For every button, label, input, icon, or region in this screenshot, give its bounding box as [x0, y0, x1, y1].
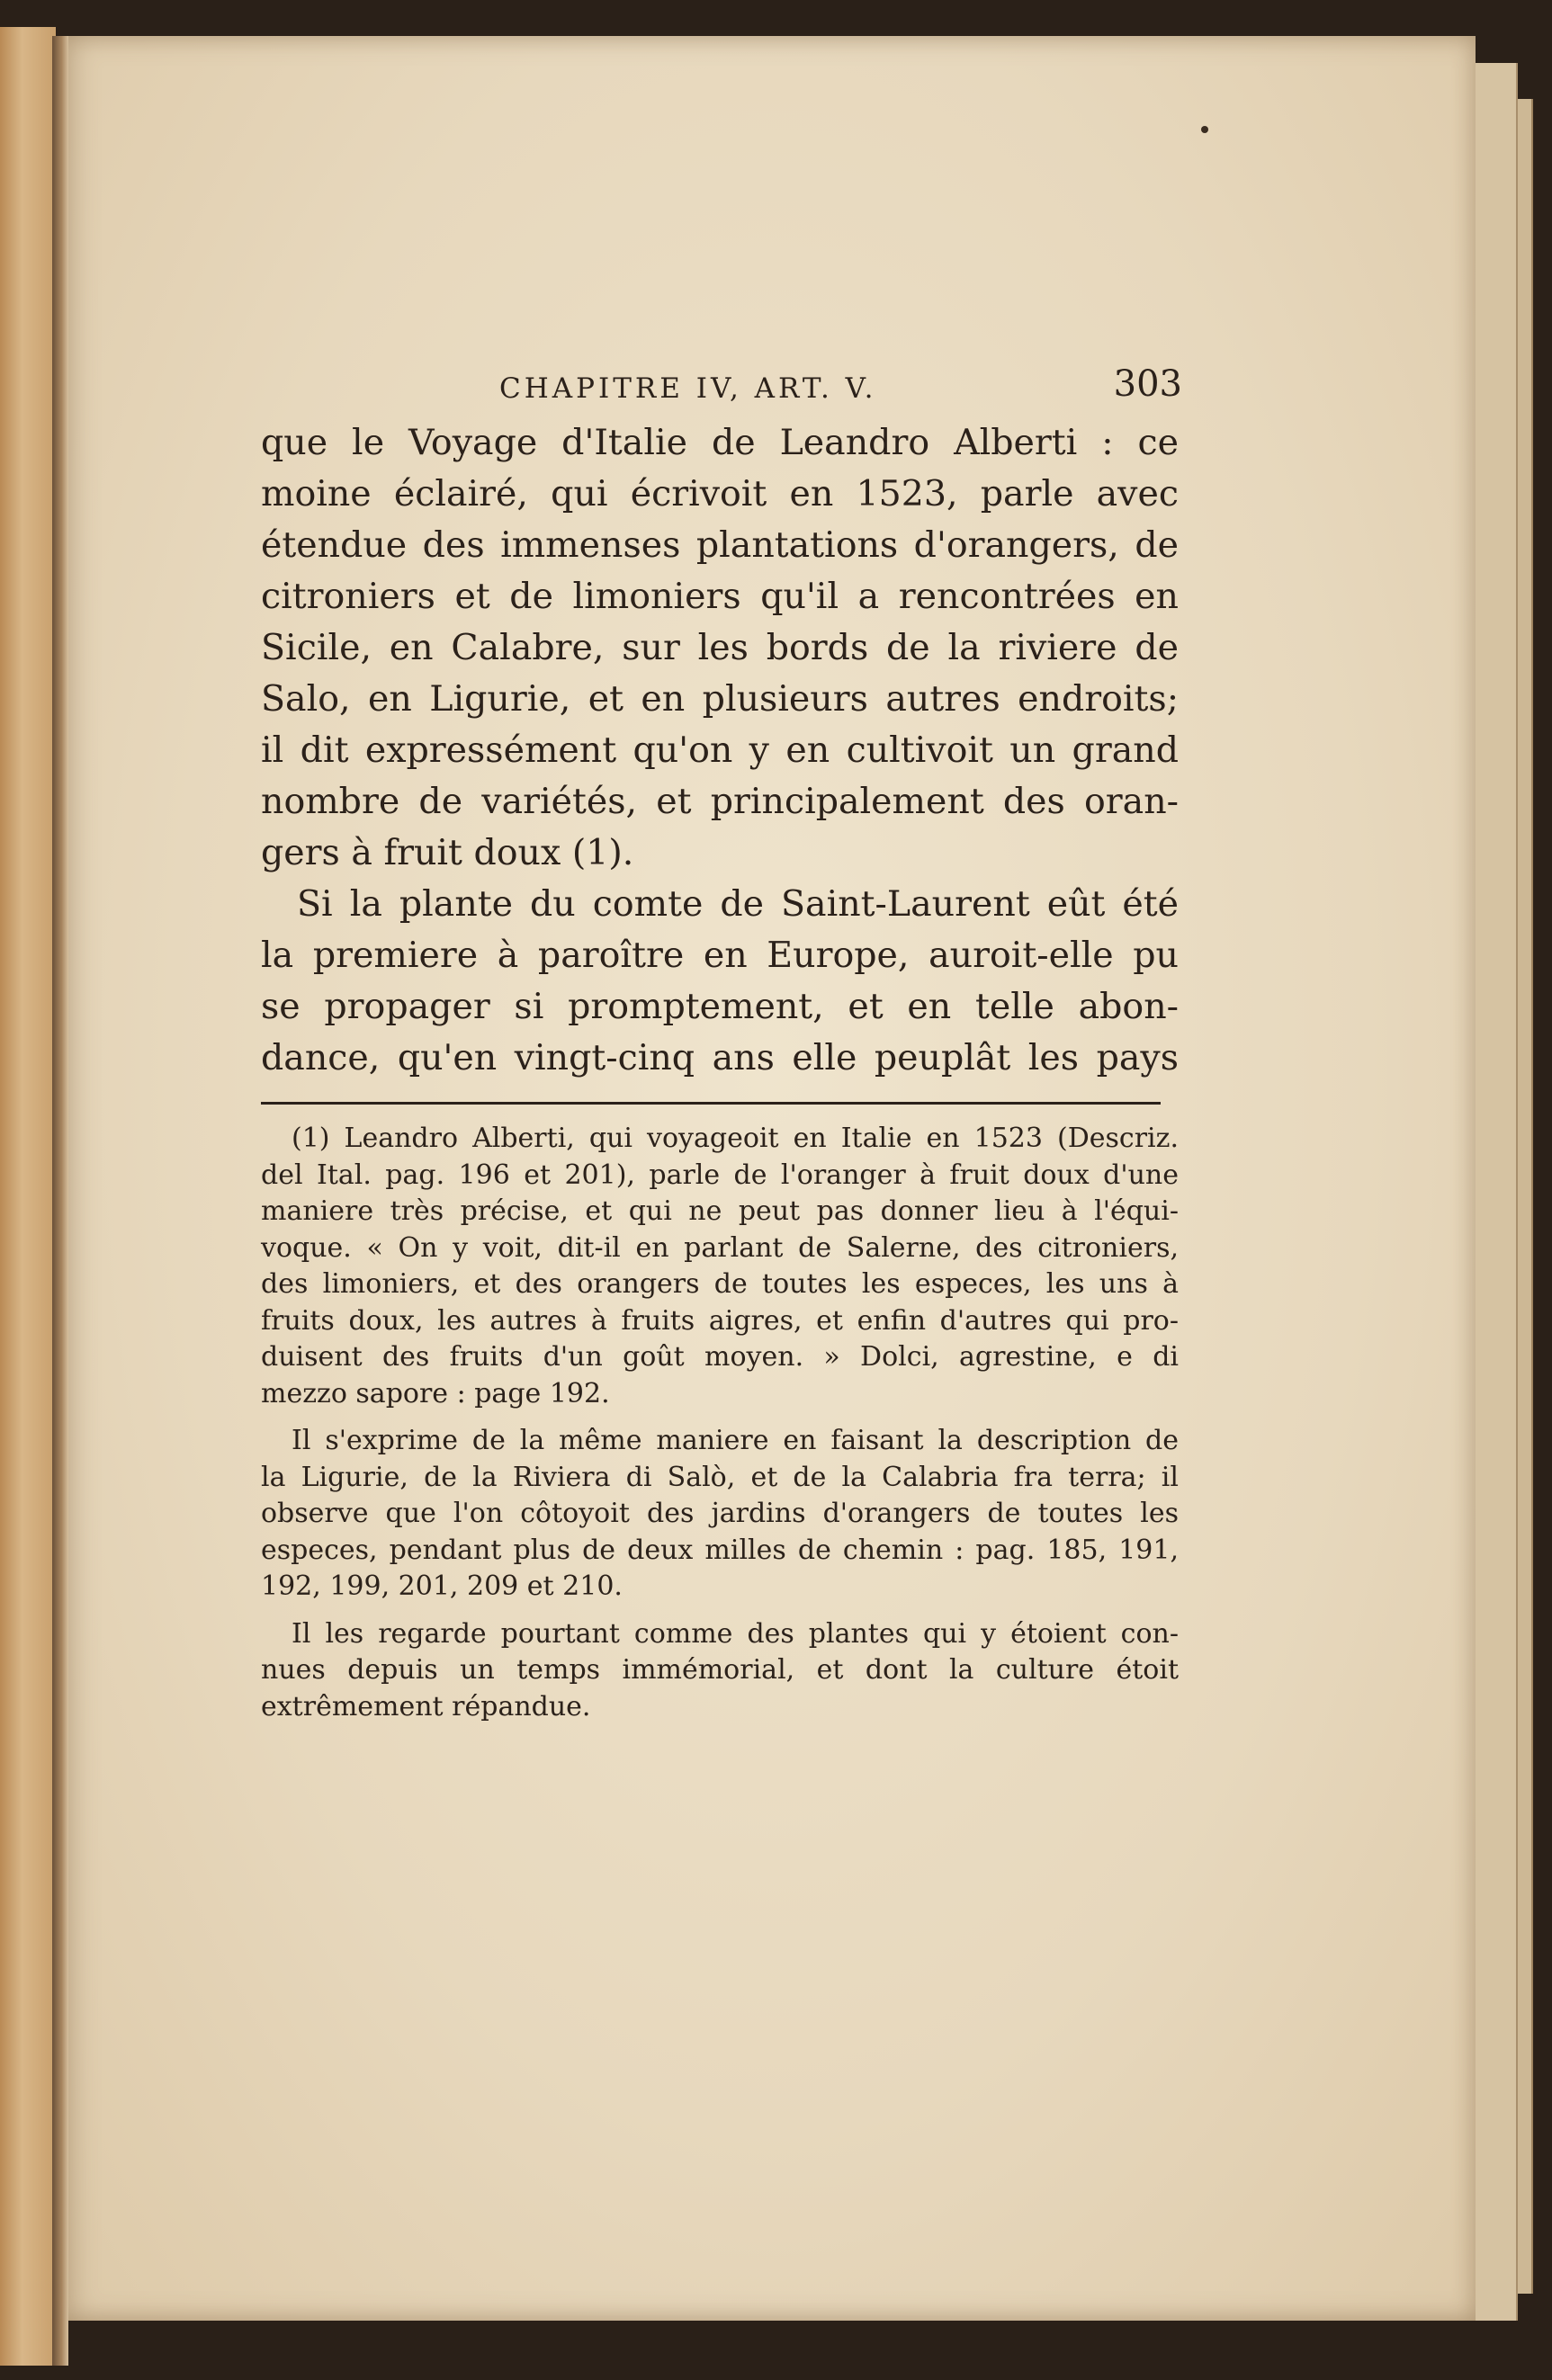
footnote-rule: [261, 1102, 1161, 1105]
text-line: que le Voyage d'Italie de Leandro Alberti : ce: [261, 422, 1179, 463]
text-line: dance, qu'en vingt-cinq ans elle peuplât les pays: [261, 1037, 1179, 1078]
text-line: gers à fruit doux (1).: [261, 832, 634, 873]
footnote-line: maniere très précise, et qui ne peut pas donner lieu à l'équi-: [261, 1195, 1179, 1227]
text-line: la premiere à paroître en Europe, auroit-elle pu: [261, 935, 1179, 976]
footnote-line: observe que l'on côtoyoit des jardins d'orangers de toutes les: [261, 1498, 1179, 1529]
main-text: [261, 417, 1179, 1084]
text-line: il dit expressément qu'on y en cultivoit un grand: [261, 729, 1179, 771]
footnote-line: mezzo sapore : page 192.: [261, 1377, 610, 1409]
footnote-line: des limoniers, et des orangers de toutes les especes, les uns à: [261, 1268, 1179, 1300]
footnote-line: especes, pendant plus de deux milles de chemin : pag. 185, 191,: [261, 1534, 1179, 1566]
book-page: [63, 36, 1476, 2321]
text-block: [261, 360, 1182, 1725]
book-gutter: [52, 36, 68, 2366]
footnote-line: del Ital. pag. 196 et 201), parle de l'oranger à fruit doux d'une: [261, 1159, 1179, 1191]
text-line: moine éclairé, qui écrivoit en 1523, parle avec: [261, 473, 1179, 514]
running-head: [261, 360, 1182, 414]
footnote-line: nues depuis un temps immémorial, et dont la culture étoit: [261, 1654, 1179, 1686]
paragraph-gap: [261, 1412, 1179, 1423]
footnote-line: Il les regarde pourtant comme des plantes qui y étoient con-: [292, 1617, 1179, 1650]
text-line: nombre de variétés, et principalement des oran-: [261, 781, 1179, 822]
footnote-line: extrêmement répandue.: [261, 1690, 591, 1722]
running-head-title: CHAPITRE IV, ART. V.: [499, 372, 877, 405]
text-line: Si la plante du comte de Saint-Laurent eût été: [297, 883, 1179, 925]
text-line: Sicile, en Calabre, sur les bords de la riviere de: [261, 627, 1179, 668]
text-line: Salo, en Ligurie, et en plusieurs autres endroits;: [261, 678, 1179, 720]
paragraph-gap: [261, 1606, 1179, 1616]
text-line: étendue des immenses plantations d'orangers, de: [261, 524, 1179, 566]
footnotes: [261, 1121, 1179, 1725]
footnote-line: la Ligurie, de la Riviera di Salò, et de la Calabria fra terra; il: [261, 1461, 1179, 1493]
footnote-line: duisent des fruits d'un goût moyen. » Dolci, agrestine, e di: [261, 1341, 1179, 1373]
footnote-line: fruits doux, les autres à fruits aigres, et enfin d'autres qui pro-: [261, 1304, 1179, 1337]
page-number: 303: [1113, 363, 1182, 405]
footnote-line: (1) Leandro Alberti, qui voyageoit en Italie en 1523 (Descriz.: [292, 1123, 1179, 1154]
previous-page-edge: [0, 27, 56, 2366]
footnote-line: Il s'exprime de la même maniere en faisant la description de: [292, 1425, 1179, 1456]
text-line: se propager si promptement, et en telle abon-: [261, 986, 1179, 1027]
text-line: citroniers et de limoniers qu'il a rencontrées en: [261, 576, 1179, 617]
footnote-line: voque. « On y voit, dit-il en parlant de Salerne, des citroniers,: [261, 1231, 1179, 1264]
footnote-line: 192, 199, 201, 209 et 210.: [261, 1570, 623, 1602]
ink-speck: [1201, 126, 1208, 133]
